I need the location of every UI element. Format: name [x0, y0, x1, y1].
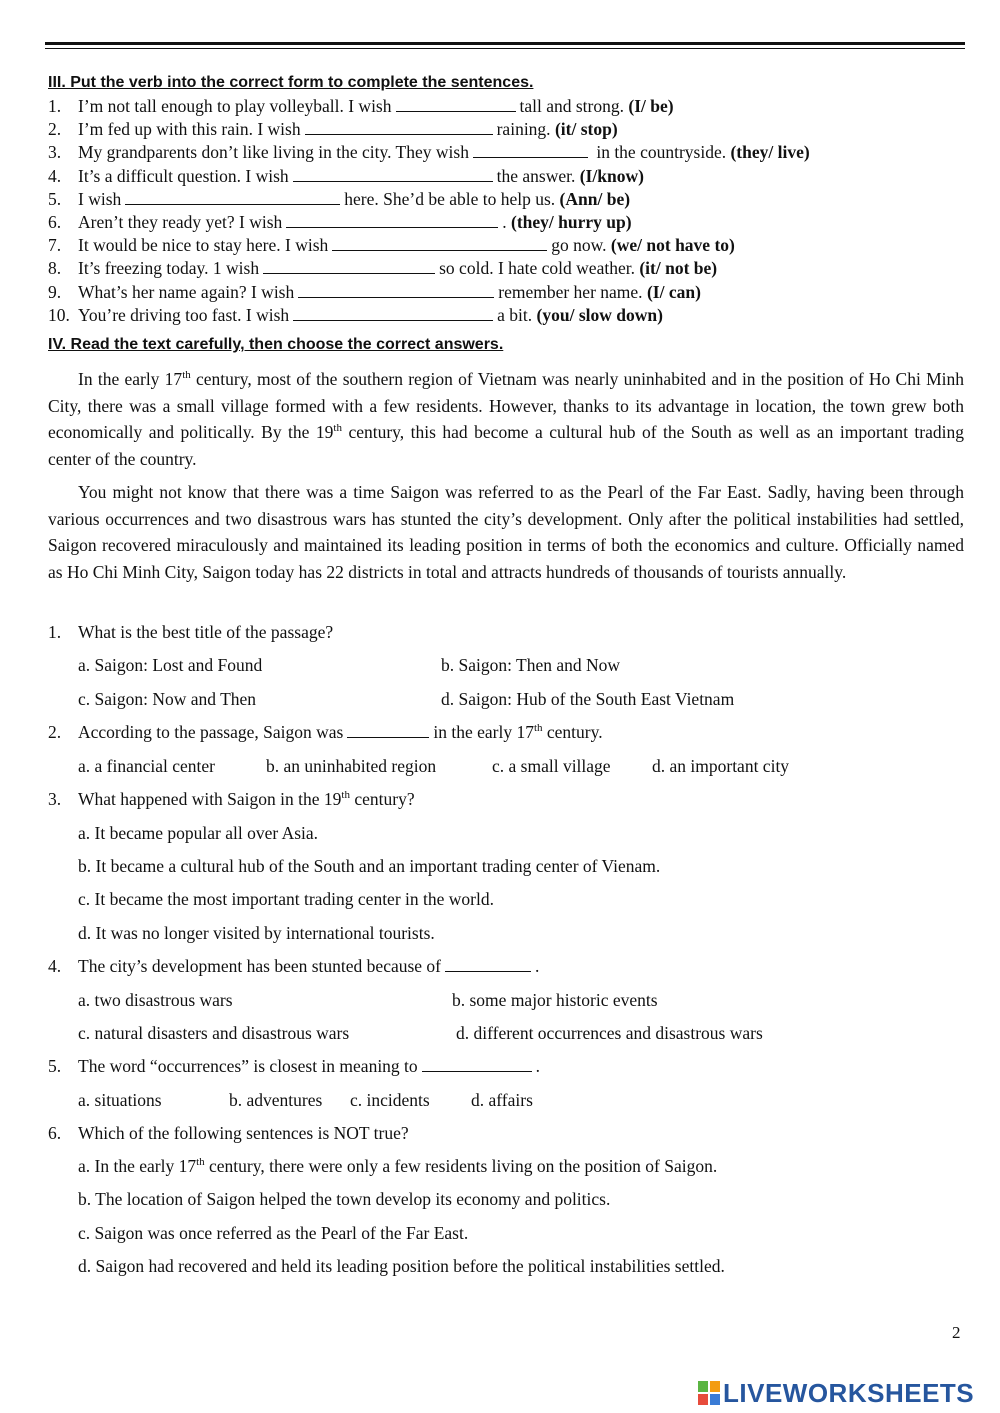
exercise-item: 7. It would be nice to stay here. I wish go now. (we/ not have to)	[48, 235, 735, 256]
q4-option-d[interactable]: d. different occurrences and disastrous wars	[456, 1023, 763, 1043]
header-rule-thick	[45, 42, 965, 45]
verb-hint: (we/ not have to)	[610, 235, 735, 256]
q2-option-b[interactable]: b. an uninhabited region	[266, 756, 437, 776]
q3-option-a[interactable]: a. It became popular all over Asia.	[78, 823, 319, 843]
q6-option-d[interactable]: d. Saigon had recovered and held its leading position before the political instabilities settled.	[78, 1256, 725, 1276]
verb-hint: (I/ be)	[628, 96, 674, 116]
answer-blank[interactable]	[347, 721, 429, 738]
q3-option-b[interactable]: b. It became a cultural hub of the South and an important trading center of Vienam.	[78, 856, 661, 876]
answer-blank[interactable]	[293, 165, 493, 182]
passage-paragraph-1: In the early 17th century, most of the southern region of Vietnam was nearly uninhabited and in the position of Ho Chi Minh City, there was a small village formed with a few residents. However, thanks to its advantage in location, the town grew both economically and politically. By the 19th century, this had become a cultural hub of the South as well as an important trading center of the country.	[48, 369, 964, 470]
exercise-item: 8. It’s freezing today. 1 wish so cold. I hate cold weather. (it/ not be)	[48, 258, 718, 279]
q1-option-d[interactable]: d. Saigon: Hub of the South East Vietnam	[441, 689, 735, 709]
logo-text: LIVEWORKSHEETS	[723, 1377, 975, 1408]
exercise-item: 5. I wish here. She’d be able to help us. (Ann/ be)	[48, 188, 631, 209]
answer-blank[interactable]	[422, 1055, 532, 1072]
answer-blank[interactable]	[445, 955, 531, 972]
header-rule-thin	[45, 48, 965, 49]
q5-option-a[interactable]: a. situations	[78, 1090, 162, 1110]
exercise-item: 9. What’s her name again? I wish remember her name. (I/ can)	[48, 281, 701, 302]
q6-option-c[interactable]: c. Saigon was once referred as the Pearl of the Far East.	[78, 1223, 469, 1243]
liveworksheets-logo	[698, 1378, 974, 1408]
q6-option-b[interactable]: b. The location of Saigon helped the town develop its economy and politics.	[78, 1189, 611, 1209]
answer-blank[interactable]	[473, 141, 588, 158]
answer-blank[interactable]	[305, 118, 493, 135]
exercise-item: 10. You’re driving too fast. I wish a bit. (you/ slow down)	[48, 304, 663, 325]
section-3-list	[48, 95, 948, 327]
section-4-title: IV. Read the text carefully, then choose the correct answers.	[48, 336, 504, 353]
answer-blank[interactable]	[396, 95, 516, 112]
exercise-item: 4. It’s a difficult question. I wish the answer. (I/know)	[48, 165, 644, 186]
verb-hint: (I/ can)	[646, 281, 701, 302]
q1-option-c[interactable]: c. Saigon: Now and Then	[78, 689, 257, 709]
exercise-item: 3. My grandparents don’t like living in the city. They wish in the countryside. (they/ live)	[48, 142, 810, 163]
verb-hint: (you/ slow down)	[536, 304, 663, 325]
page-number: 2	[952, 1323, 961, 1342]
q4-option-c[interactable]: c. natural disasters and disastrous wars	[78, 1023, 350, 1043]
q4-option-b[interactable]: b. some major historic events	[452, 990, 658, 1010]
exercise-item: 6. Aren’t they ready yet? I wish . (they/ hurry up)	[48, 211, 632, 232]
q3-option-d[interactable]: d. It was no longer visited by international tourists.	[78, 923, 435, 943]
verb-hint: (it/ not be)	[639, 258, 718, 279]
exercise-item: 1. I’m not tall enough to play volleyball. I wish tall and strong. (I/ be)	[48, 96, 674, 116]
q2-option-c[interactable]: c. a small village	[492, 756, 611, 776]
q4-option-a[interactable]: a. two disastrous wars	[78, 990, 233, 1010]
passage-paragraph-2: You might not know that there was a time Saigon was referred to as the Pearl of the Far East. Sadly, having been through various occurrences and two disastrous wars has stunted the city’s development. Only after the political instabilities had settled, Saigon recovered miraculously and maintained its leading position in terms of both the economics and culture. Officially named as Ho Chi Minh City, Saigon today has 22 districts in total and attracts hundreds of thousands of tourists annually.	[48, 482, 964, 583]
q3-option-c[interactable]: c. It became the most important trading center in the world.	[78, 889, 494, 909]
answer-blank[interactable]	[293, 304, 493, 321]
answer-blank[interactable]	[263, 257, 435, 274]
verb-hint: (they/ hurry up)	[511, 211, 632, 232]
section-3-title: III. Put the verb into the correct form to complete the sentences.	[48, 74, 534, 91]
q6-option-a[interactable]: a. In the early 17th century, there were only a few residents living on the position of Saigon.	[78, 1156, 718, 1176]
q5-option-d[interactable]: d. affairs	[471, 1090, 533, 1110]
verb-hint: (Ann/ be)	[559, 188, 631, 209]
exercise-item: 2. I’m fed up with this rain. I wish raining. (it/ stop)	[48, 119, 618, 140]
q5-option-c[interactable]: c. incidents	[350, 1090, 430, 1110]
q1-option-b[interactable]: b. Saigon: Then and Now	[441, 655, 621, 675]
answer-blank[interactable]	[286, 211, 498, 228]
verb-hint: (they/ live)	[730, 142, 810, 163]
answer-blank[interactable]	[125, 188, 340, 205]
logo-blocks-icon	[698, 1381, 720, 1405]
verb-hint: (I/know)	[579, 165, 644, 186]
q2-option-a[interactable]: a. a financial center	[78, 756, 215, 776]
verb-hint: (it/ stop)	[554, 119, 618, 140]
answer-blank[interactable]	[298, 281, 494, 298]
q1-option-a[interactable]: a. Saigon: Lost and Found	[78, 655, 263, 675]
q5-option-b[interactable]: b. adventures	[229, 1090, 323, 1110]
q2-option-d[interactable]: d. an important city	[652, 756, 790, 776]
answer-blank[interactable]	[332, 234, 547, 251]
